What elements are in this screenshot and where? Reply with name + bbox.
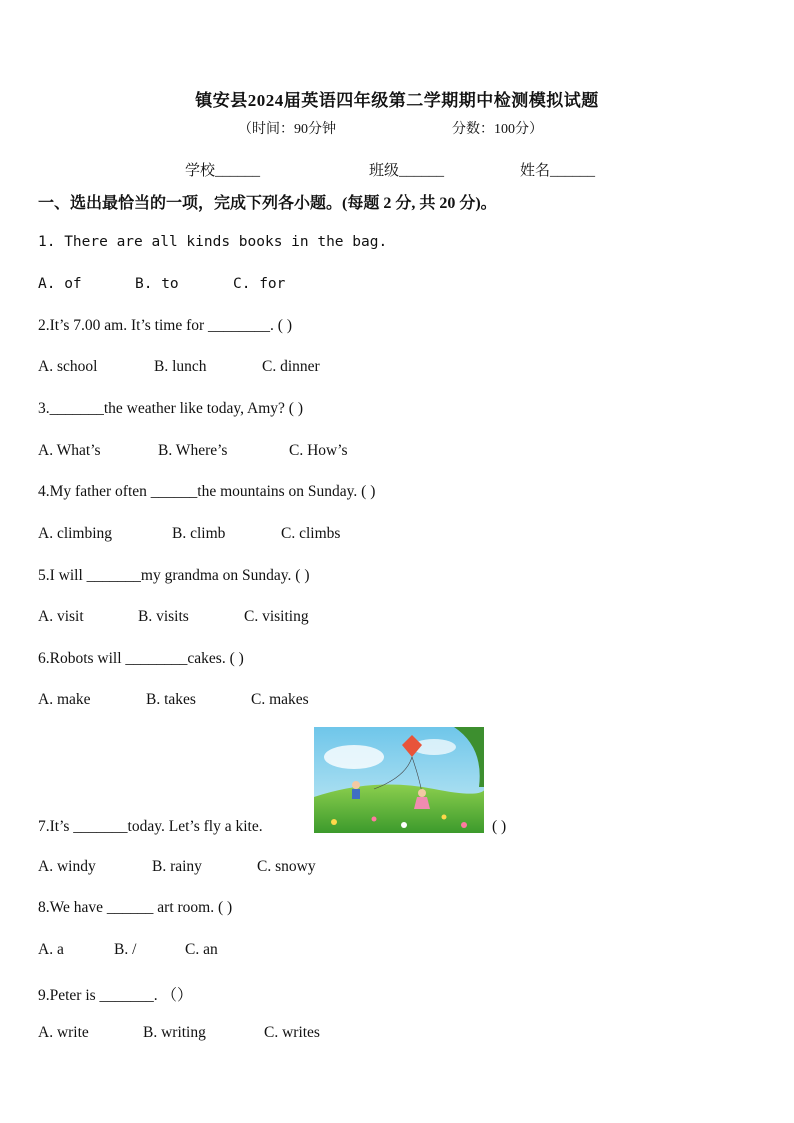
question-stem: 5.I will _______my grandma on Sunday. ( ) (38, 567, 310, 584)
option: B. takes (146, 691, 196, 708)
name-field: 姓名______ (520, 163, 596, 179)
option: C. dinner (262, 358, 320, 375)
option: C. How’s (289, 442, 348, 459)
option: A. visit (38, 608, 84, 625)
question-stem: 4.My father often ______the mountains on Sunday. ( ) (38, 483, 376, 500)
option: A. school (38, 358, 98, 375)
exam-score: 分数：100分） (452, 122, 543, 137)
option: A. climbing (38, 525, 113, 542)
exam-time: （时间：90分钟 (238, 122, 336, 137)
option: B. visits (138, 608, 189, 625)
question-stem: 9.Peter is _______. （） (38, 987, 193, 1004)
option: C. an (185, 941, 218, 958)
option: C. visiting (244, 608, 309, 625)
page-title: 镇安县2024届英语四年级第二学期期中检测模拟试题 (195, 91, 599, 110)
option: C. climbs (281, 525, 341, 542)
question-stem: 2.It’s 7.00 am. It’s time for ________. ( ) (38, 317, 292, 334)
option: A. windy (38, 858, 96, 875)
school-field: 学校______ (185, 163, 261, 179)
option: A. write (38, 1024, 89, 1041)
option: A. of (38, 276, 82, 292)
question-stem: 7.It’s _______today. Let’s fly a kite. (38, 818, 263, 835)
option: B. climb (172, 525, 226, 542)
option: B. lunch (154, 358, 207, 375)
question-stem: 1. There are all kinds books in the bag. (38, 234, 388, 250)
option: B. rainy (152, 858, 202, 875)
option: C. makes (251, 691, 309, 708)
option: C. writes (264, 1024, 320, 1041)
option: A. a (38, 941, 64, 958)
class-field: 班级______ (369, 163, 445, 179)
option: B. writing (143, 1024, 206, 1041)
question-stem: 3._______the weather like today, Amy? ( ) (38, 400, 304, 417)
kite-illustration (314, 727, 484, 833)
option: A. make (38, 691, 91, 708)
option: A. What’s (38, 442, 101, 459)
option: C. for (233, 276, 286, 292)
option: B. Where’s (158, 442, 228, 459)
option: B. / (114, 941, 137, 958)
option: C. snowy (257, 858, 316, 875)
question-stem: 6.Robots will ________cakes. ( ) (38, 650, 244, 667)
question-stem: 8.We have ______ art room. ( ) (38, 899, 233, 916)
option: B. to (135, 276, 179, 292)
answer-bracket: ( ) (492, 818, 507, 835)
section-heading: 一、选出最恰当的一项，完成下列各小题。(每题 2 分, 共 20 分)。 (38, 195, 497, 212)
